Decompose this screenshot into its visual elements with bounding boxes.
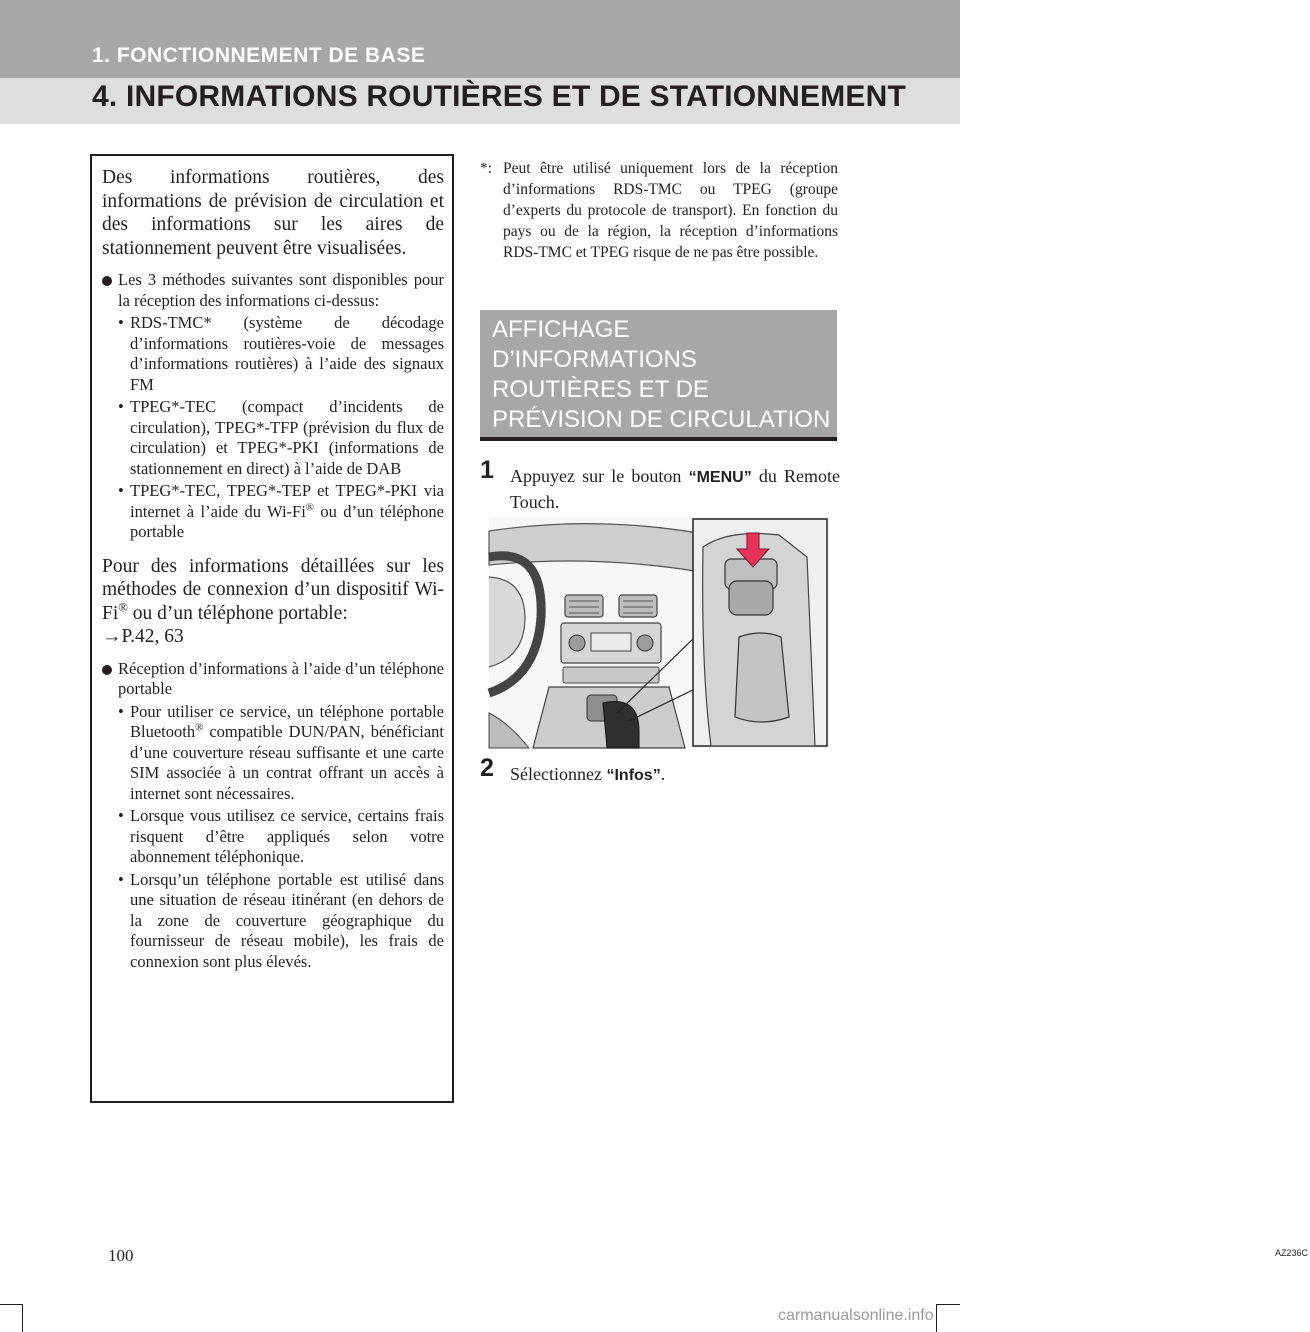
step-2 xyxy=(480,754,840,788)
bullet-methods xyxy=(102,270,444,311)
sub-item-text: Lorsqu’un téléphone portable est utilisé dans une situation de réseau itinérant (en dehors de la zone de couverture géographique du fournisseur de réseau mobile), les frais de connexion sont plus élevés. xyxy=(130,869,444,971)
info-intro: Des informations routières, des informations de prévision de circulation et des informations sur les aires de stationnement peuvent être visualisées. xyxy=(102,167,444,259)
step-1 xyxy=(480,456,840,514)
step-number: 1 xyxy=(480,456,494,484)
registered-mark: ® xyxy=(195,721,204,734)
sub-item-text: RDS-TMC* (système de décodage d’informations routières-voie de messages d’informations routières) à l’aide des signaux FM xyxy=(130,313,444,394)
bullet-mobile xyxy=(102,659,444,700)
section-heading xyxy=(480,310,837,441)
sub-item-text-cont: ou d’un téléphone portable xyxy=(130,501,445,541)
page-number: 100 xyxy=(108,1246,134,1265)
sub-item-fees xyxy=(102,806,444,868)
sub-item-tpeg-dab xyxy=(102,397,444,479)
sub-bullet-mark: • xyxy=(118,481,124,500)
connection-text-cont: ou d’un téléphone portable: xyxy=(127,602,348,624)
step-text-post: . xyxy=(660,764,666,784)
footnote-text: Peut être utilisé uniquement lors de la réception d’informations RDS-TMC ou TPEG (groupe d’experts du protocole de transport). En fonction du pays ou de la région, la réception d’informations RDS-TMC et TPEG risque de ne pas être possible. xyxy=(503,160,838,261)
sub-bullet-mark: • xyxy=(118,806,124,825)
sub-item-rds-tmc xyxy=(102,313,444,395)
sub-item-tpeg-internet xyxy=(102,481,444,543)
page-title: 4. INFORMATIONS ROUTIÈRES ET DE STATIONNEMENT xyxy=(92,80,907,113)
footnote-marker: *: xyxy=(480,160,493,177)
watermark[interactable]: carmanualsonline.info xyxy=(778,1307,934,1324)
infos-button-label: “Infos” xyxy=(606,767,661,784)
step-text-post: du Remote Touch. xyxy=(510,466,840,512)
bullet-mobile-text: Réception d’informations à l’aide d’un téléphone portable xyxy=(118,658,444,698)
section-title: 1. FONCTIONNEMENT DE BASE xyxy=(92,44,426,67)
sub-item-text: TPEG*-TEC, TPEG*-TEP et TPEG*-PKI via internet à l’aide du Wi-Fi xyxy=(130,481,444,521)
step-text xyxy=(480,464,840,514)
step-text xyxy=(480,762,840,788)
bullet-dot-icon xyxy=(102,665,112,675)
page-reference-link[interactable]: →P.42, 63 xyxy=(102,626,184,647)
sub-bullet-mark: • xyxy=(118,701,124,721)
crop-mark xyxy=(936,1304,937,1332)
info-box xyxy=(90,154,454,1103)
connection-paragraph xyxy=(102,555,444,649)
menu-button-label: “MENU” xyxy=(688,469,752,486)
image-code: AZ236C xyxy=(1275,1248,1309,1258)
page-header xyxy=(0,0,960,124)
crop-mark xyxy=(22,1304,23,1332)
step-text-pre: Appuyez sur le bouton xyxy=(510,466,689,486)
step-text-pre: Sélectionnez xyxy=(510,764,607,784)
sub-bullet-mark: • xyxy=(118,869,124,889)
sub-item-text: Lorsque vous utilisez ce service, certains frais risquent d’être appliqués selon votre abonnement téléphonique. xyxy=(130,806,444,866)
sub-bullet-mark: • xyxy=(118,313,124,332)
crop-mark xyxy=(936,1304,960,1305)
connection-text: Pour des informations détaillées sur les méthodes de connexion d’un dispositif Wi-Fi xyxy=(102,555,444,624)
bullet-dot-icon xyxy=(102,276,112,286)
footnote xyxy=(480,158,838,263)
sub-item-text: TPEG*-TEC (compact d’incidents de circulation), TPEG*-TFP (prévision du flux de circulation) et TPEG*-PKI (informations de stationnement en direct) à l’aide de DAB xyxy=(130,397,444,478)
sub-bullet-mark: • xyxy=(118,397,124,416)
registered-mark: ® xyxy=(305,501,314,513)
crop-mark xyxy=(0,1304,22,1305)
bullet-methods-text: Les 3 méthodes suivantes sont disponibles pour la réception des informations ci-dessus: xyxy=(118,270,444,310)
step-number: 2 xyxy=(480,754,494,782)
registered-mark: ® xyxy=(118,600,128,614)
sub-item-text-cont: compatible DUN/PAN, bénéficiant d’une couverture réseau suffisante et une carte SIM associée à un contrat offrant un accès à internet sont nécessaires. xyxy=(130,722,444,803)
sub-item-roaming xyxy=(102,870,444,973)
sub-item-bluetooth xyxy=(102,702,444,805)
section-heading-text: AFFICHAGE D’INFORMATIONS ROUTIÈRES ET DE PRÉVISION DE CIRCULATION xyxy=(492,316,831,433)
sub-item-text: Pour utiliser ce service, un téléphone portable Bluetooth xyxy=(130,701,444,741)
dashboard-illustration xyxy=(489,517,829,748)
